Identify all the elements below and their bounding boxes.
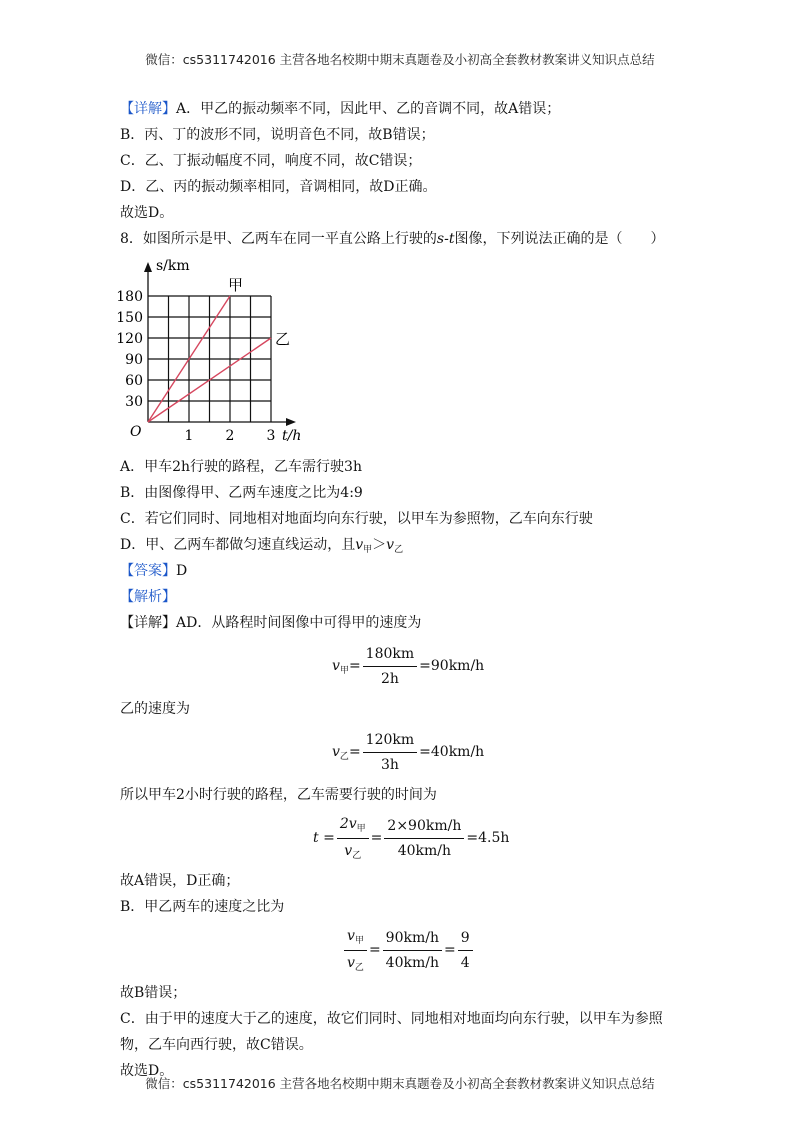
x-axis-label: t/h [282,428,302,444]
prev-explain-line-4: D．乙、丙的振动频率相同，音调相同，故D正确。 [120,179,437,195]
solution-intro [120,610,705,636]
eq2-num: 120km [363,730,417,753]
prev-explain-line-3: C．乙、丁振动幅度不同，响度不同，故C错误； [120,153,422,169]
eq2-equals: = [348,744,361,760]
eq4-f1-den-text: v [347,954,355,971]
eq3-f1-den-sub: 乙 [352,850,362,861]
eq3-f1-num-sub: 甲 [356,823,366,834]
eq3-f2-den: 40km/h [397,842,452,859]
y-tick-label: 180 [116,289,143,305]
series-label-2: 乙 [275,330,291,348]
eq2-lhs: v [332,744,340,760]
solution-text-8: 故选D。 [120,1063,174,1079]
page-footer: 微信：cs5311742016 主营各地名校期中期末真题卷及小初高全套教材教案讲义知识点总结 [145,1076,655,1091]
eq1-num: 180km [363,644,417,667]
question-suffix: 图像，下列说法正确的是（ ） [454,231,665,247]
eq4-f1-num-sub: 甲 [354,935,364,946]
option-d-gt: ＞ [372,537,387,553]
eq4-f3-num: 9 [458,928,473,951]
question-stem [120,226,705,252]
solution-text-5: B．甲乙两车的速度之比为 [120,899,285,915]
question-st: s-t [436,231,455,247]
eq4-f3-den: 4 [460,954,470,971]
st-chart-svg [116,256,320,452]
explain-tag: 【详解】 [120,101,176,117]
eq4-f1-den-sub: 乙 [354,962,364,973]
equation-2 [120,722,705,782]
solution-text-3: 所以甲车2小时行驶的路程，乙车需要行驶的时间为 [120,787,437,803]
option-d [120,532,705,558]
x-axis-arrow [286,418,296,426]
x-tick-label: 1 [184,428,194,444]
eq4-f2-num: 90km/h [383,928,442,951]
y-tick-label: 120 [116,331,143,347]
eq4-f1-den [344,951,367,975]
eq2-result: =40km/h [419,744,485,760]
eq4-fraction-2 [383,928,442,973]
eq4-f1-num [344,926,367,951]
eq4-fraction-1 [344,926,367,975]
x-tick-label: 2 [225,428,235,444]
st-chart [116,256,705,452]
y-tick-label: 90 [125,352,143,368]
solution-text-7a: C．由于甲的速度大于乙的速度，故它们同时、同地相对地面均向东行驶，以甲车为参照 [120,1011,663,1027]
option-c: C．若它们同时、同地相对地面均向东行驶，以甲车为参照物，乙车向东行驶 [120,511,593,527]
prev-explain-line-2: B．丙、丁的波形不同，说明音色不同，故B错误； [120,127,435,143]
solution-intro-text: AD．从路程时间图像中可得甲的速度为 [176,615,422,631]
analysis-tag: 【解析】 [120,589,176,605]
eq3-fraction-2 [384,816,464,861]
eq4-f1-num-text: v [347,927,355,944]
eq3-f1-den-text: v [344,842,353,859]
question-prefix: 8．如图所示是甲、乙两车在同一平直公路上行驶的 [120,231,437,247]
eq4-equals-1: = [368,942,381,958]
eq1-fraction [363,644,417,689]
eq3-f2-num: 2×90km/h [384,816,464,839]
eq1-lhs-sub: 甲 [339,665,349,676]
answer-value: D [176,563,188,579]
eq4-equals-2: = [443,942,456,958]
origin-label: O [130,424,142,440]
answer-tag: 【答案】 [120,563,176,579]
equation-4 [120,920,705,980]
eq3-equals-2: = [370,830,383,846]
eq2-fraction [363,730,417,775]
eq4-f2-den: 40km/h [385,954,439,971]
eq3-f1-num [337,814,369,839]
eq3-lhs: t [313,830,319,846]
eq1-den: 2h [380,670,399,687]
option-d-v2: v [386,537,395,553]
page-header: 微信：cs5311742016 主营各地名校期中期末真题卷及小初高全套教材教案讲义知识点总结 [145,52,655,67]
option-d-text: D．甲、乙两车都做匀速直线运动，且 [120,537,356,553]
eq1-lhs: v [332,658,340,674]
equation-1 [120,636,705,696]
y-tick-label: 30 [125,394,143,410]
eq3-result: =4.5h [466,830,510,846]
eq1-equals: = [348,658,361,674]
analysis-line [120,584,705,610]
eq1-result: =90km/h [419,658,485,674]
y-tick-label: 150 [116,310,143,326]
prev-explain-line-1 [120,96,705,122]
option-a: A．甲车2h行驶的路程，乙车需行驶3h [120,459,362,475]
page-content [116,96,705,1084]
option-d-v1: v [355,537,364,553]
solution-text-7b: 物，乙车向西行驶，故C错误。 [120,1037,313,1053]
y-tick-label: 60 [125,373,143,389]
eq4-fraction-3 [458,928,473,973]
series-label-1: 甲 [228,276,244,294]
option-b: B．由图像得甲、乙两车速度之比为4:9 [120,485,363,501]
solution-text-4: 故A错误，D正确； [120,873,240,889]
y-axis-arrow [144,262,152,272]
solution-text-6: 故B错误； [120,985,187,1001]
eq3-f1-den [341,839,364,863]
eq2-lhs-sub: 乙 [339,751,349,762]
x-tick-label: 3 [266,428,276,444]
prev-explain-text-1: A．甲乙的振动频率不同，因此甲、乙的音调不同，故A错误； [176,101,561,117]
option-d-sub1: 甲 [363,545,373,555]
y-axis-label: s/km [156,258,190,274]
solution-tag: 【详解】 [120,615,176,631]
eq2-den: 3h [380,756,399,773]
eq3-fraction-1 [337,814,369,863]
prev-explain-line-5: 故选D。 [120,205,174,221]
equation-3 [120,808,705,868]
answer-line [120,558,705,584]
eq3-equals-1: = [318,830,335,846]
option-d-sub2: 乙 [394,545,404,555]
eq3-f1-num-text: 2v [339,815,357,832]
solution-text-2: 乙的速度为 [120,701,190,717]
